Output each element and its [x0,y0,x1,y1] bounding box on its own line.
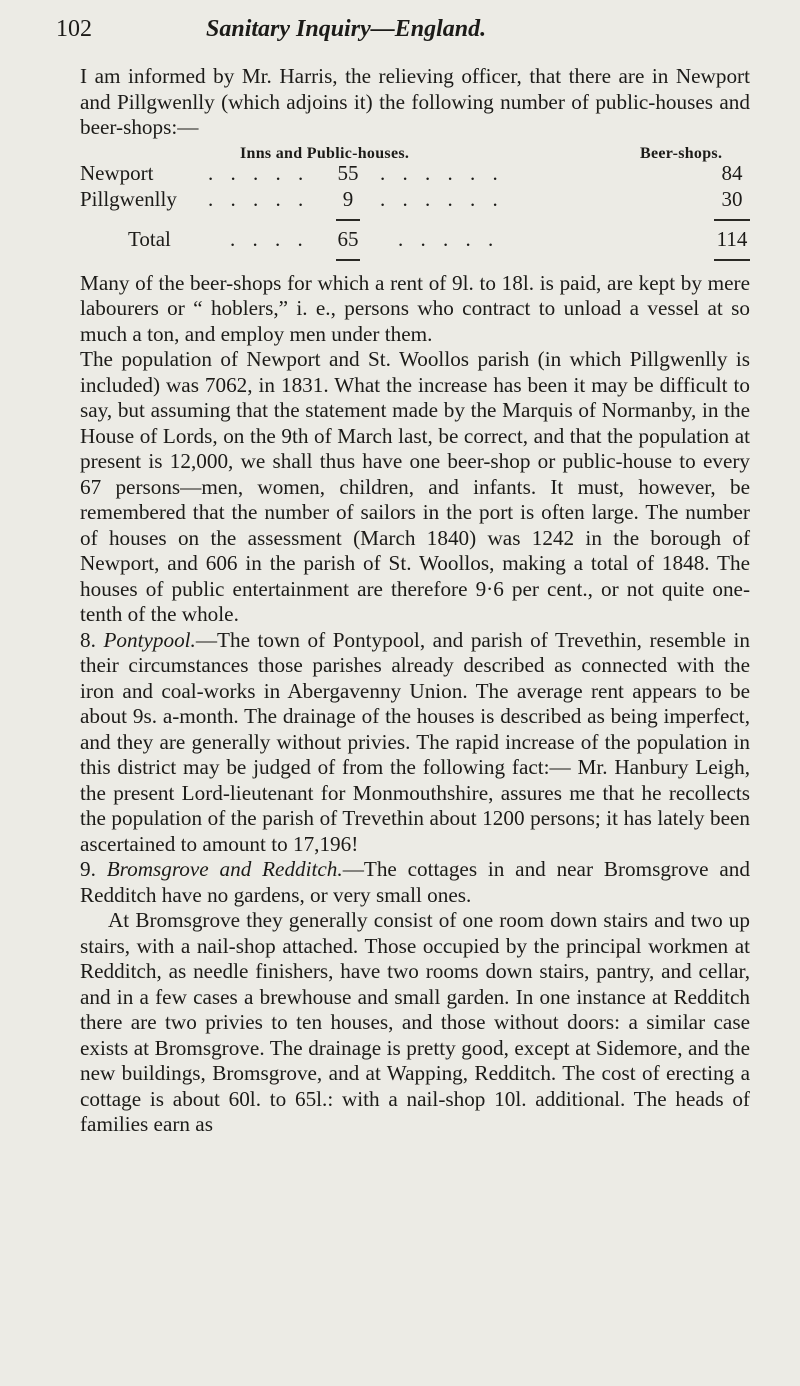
section-number: 8. [80,627,96,652]
section-text: —The cottages in and near Bromsgrove and Redditch have no gardens, or very small ones. [80,857,750,907]
leader-dots: . . . . . . [380,160,504,185]
beer-shops-value: 84 [721,160,743,185]
beer-shops-total: 114 [716,226,748,251]
beer-shops-paragraph: Many of the beer-shops for which a rent of 9l. to 18l. is paid, are kept by mere labourers or “ hoblers,” i. e., persons who contract to unload a vessel at so much a ton, and employ men under them. [80,270,750,346]
beer-shops-value: 30 [721,186,743,211]
leader-dots: . . . . . [398,226,500,251]
page-header [56,10,736,48]
intro-paragraph: I am informed by Mr. Harris, the relieving officer, that there are in Newport and Pillgwenlly (which adjoins it) the following number of public-houses and beer-shops:— [80,64,750,139]
section-9-paragraph [80,857,750,908]
leader-dots: . . . . . [208,160,310,185]
inns-value: 9 [342,186,354,211]
leader-dots: . . . . [230,226,309,251]
section-number: 9. [80,857,96,881]
section-9-continuation: At Bromsgrove they generally consist of one room down stairs and two up stairs, with a nail-shop attached. Those occupied by the principal workmen at Redditch, as needle finishers, have two rooms down stairs, pantry, and cellar, and in a few cases a brewhouse and small garden. In one instance at Redditch there are two privies to ten houses, and those without doors: a similar case exists at Bromsgrove. The drainage is pretty good, except at Sidemore, and the new buildings, Bromsgrove, and at Wapping, Redditch. The cost of erecting a cottage is about 60l. to 65l.: with a nail-shop 10l. additional. The heads of families earn as [80,908,750,1136]
leader-dots: . . . . . . [380,186,504,211]
row-label: Total [128,226,171,251]
row-label: Newport [80,160,154,185]
public-houses-table [80,141,750,271]
sum-rule [336,259,360,261]
sum-rule [714,259,750,261]
column-header-inns: Inns and Public-houses. [240,144,410,162]
sum-rule [714,219,750,221]
leader-dots: . . . . . [208,186,310,211]
page-number: 102 [56,16,92,42]
column-header-beer-shops: Beer-shops. [640,144,723,162]
running-head: Sanitary Inquiry—England. [206,16,487,42]
inns-total: 65 [337,226,359,251]
population-paragraph: The population of Newport and St. Woollos parish (in which Pillgwenlly is included) was 7062, in 1831. What the increase has been it may be difficult to say, but assuming that the statement made by the Marquis of Normanby, in the House of Lords, on the 9th of March last, be correct, and that the population at present is 12,000, we shall thus have one beer-shop or public-house to every 67 persons—men, women, children, and infants. It must, however, be remembered that the number of sailors in the port is often large. The number of houses on the assessment (March 1840) was 1242 in the borough of Newport, and 606 in the parish of St. Woollos, making a total of 1848. The houses of public entertainment are therefore 9·6 per cent., or not quite one-tenth of the whole. [80,347,750,626]
section-8-paragraph [80,628,750,858]
section-text: —The town of Pontypool, and parish of Trevethin, resemble in their circumstances those parishes already described as connected with the iron and coal-works in Abergavenny Union. The average rent appears to be about 9s. a-month. The drainage of the houses is described as being imperfect, and they are generally without privies. The rapid increase of the population in this district may be judged of from the following fact:— Mr. Hanbury Leigh, the present Lord-lieutenant for Monmouthshire, assures me that he recollects the population of the parish of Trevethin about 1200 persons; it has lately been ascertained to amount to 17,196! [80,627,751,856]
section-title: Pontypool. [103,627,196,652]
sum-rule [336,219,360,221]
section-title: Bromsgrove and Redditch. [106,857,343,881]
inns-value: 55 [337,160,359,185]
row-label: Pillgwenlly [80,186,177,211]
body-text [80,64,750,1138]
